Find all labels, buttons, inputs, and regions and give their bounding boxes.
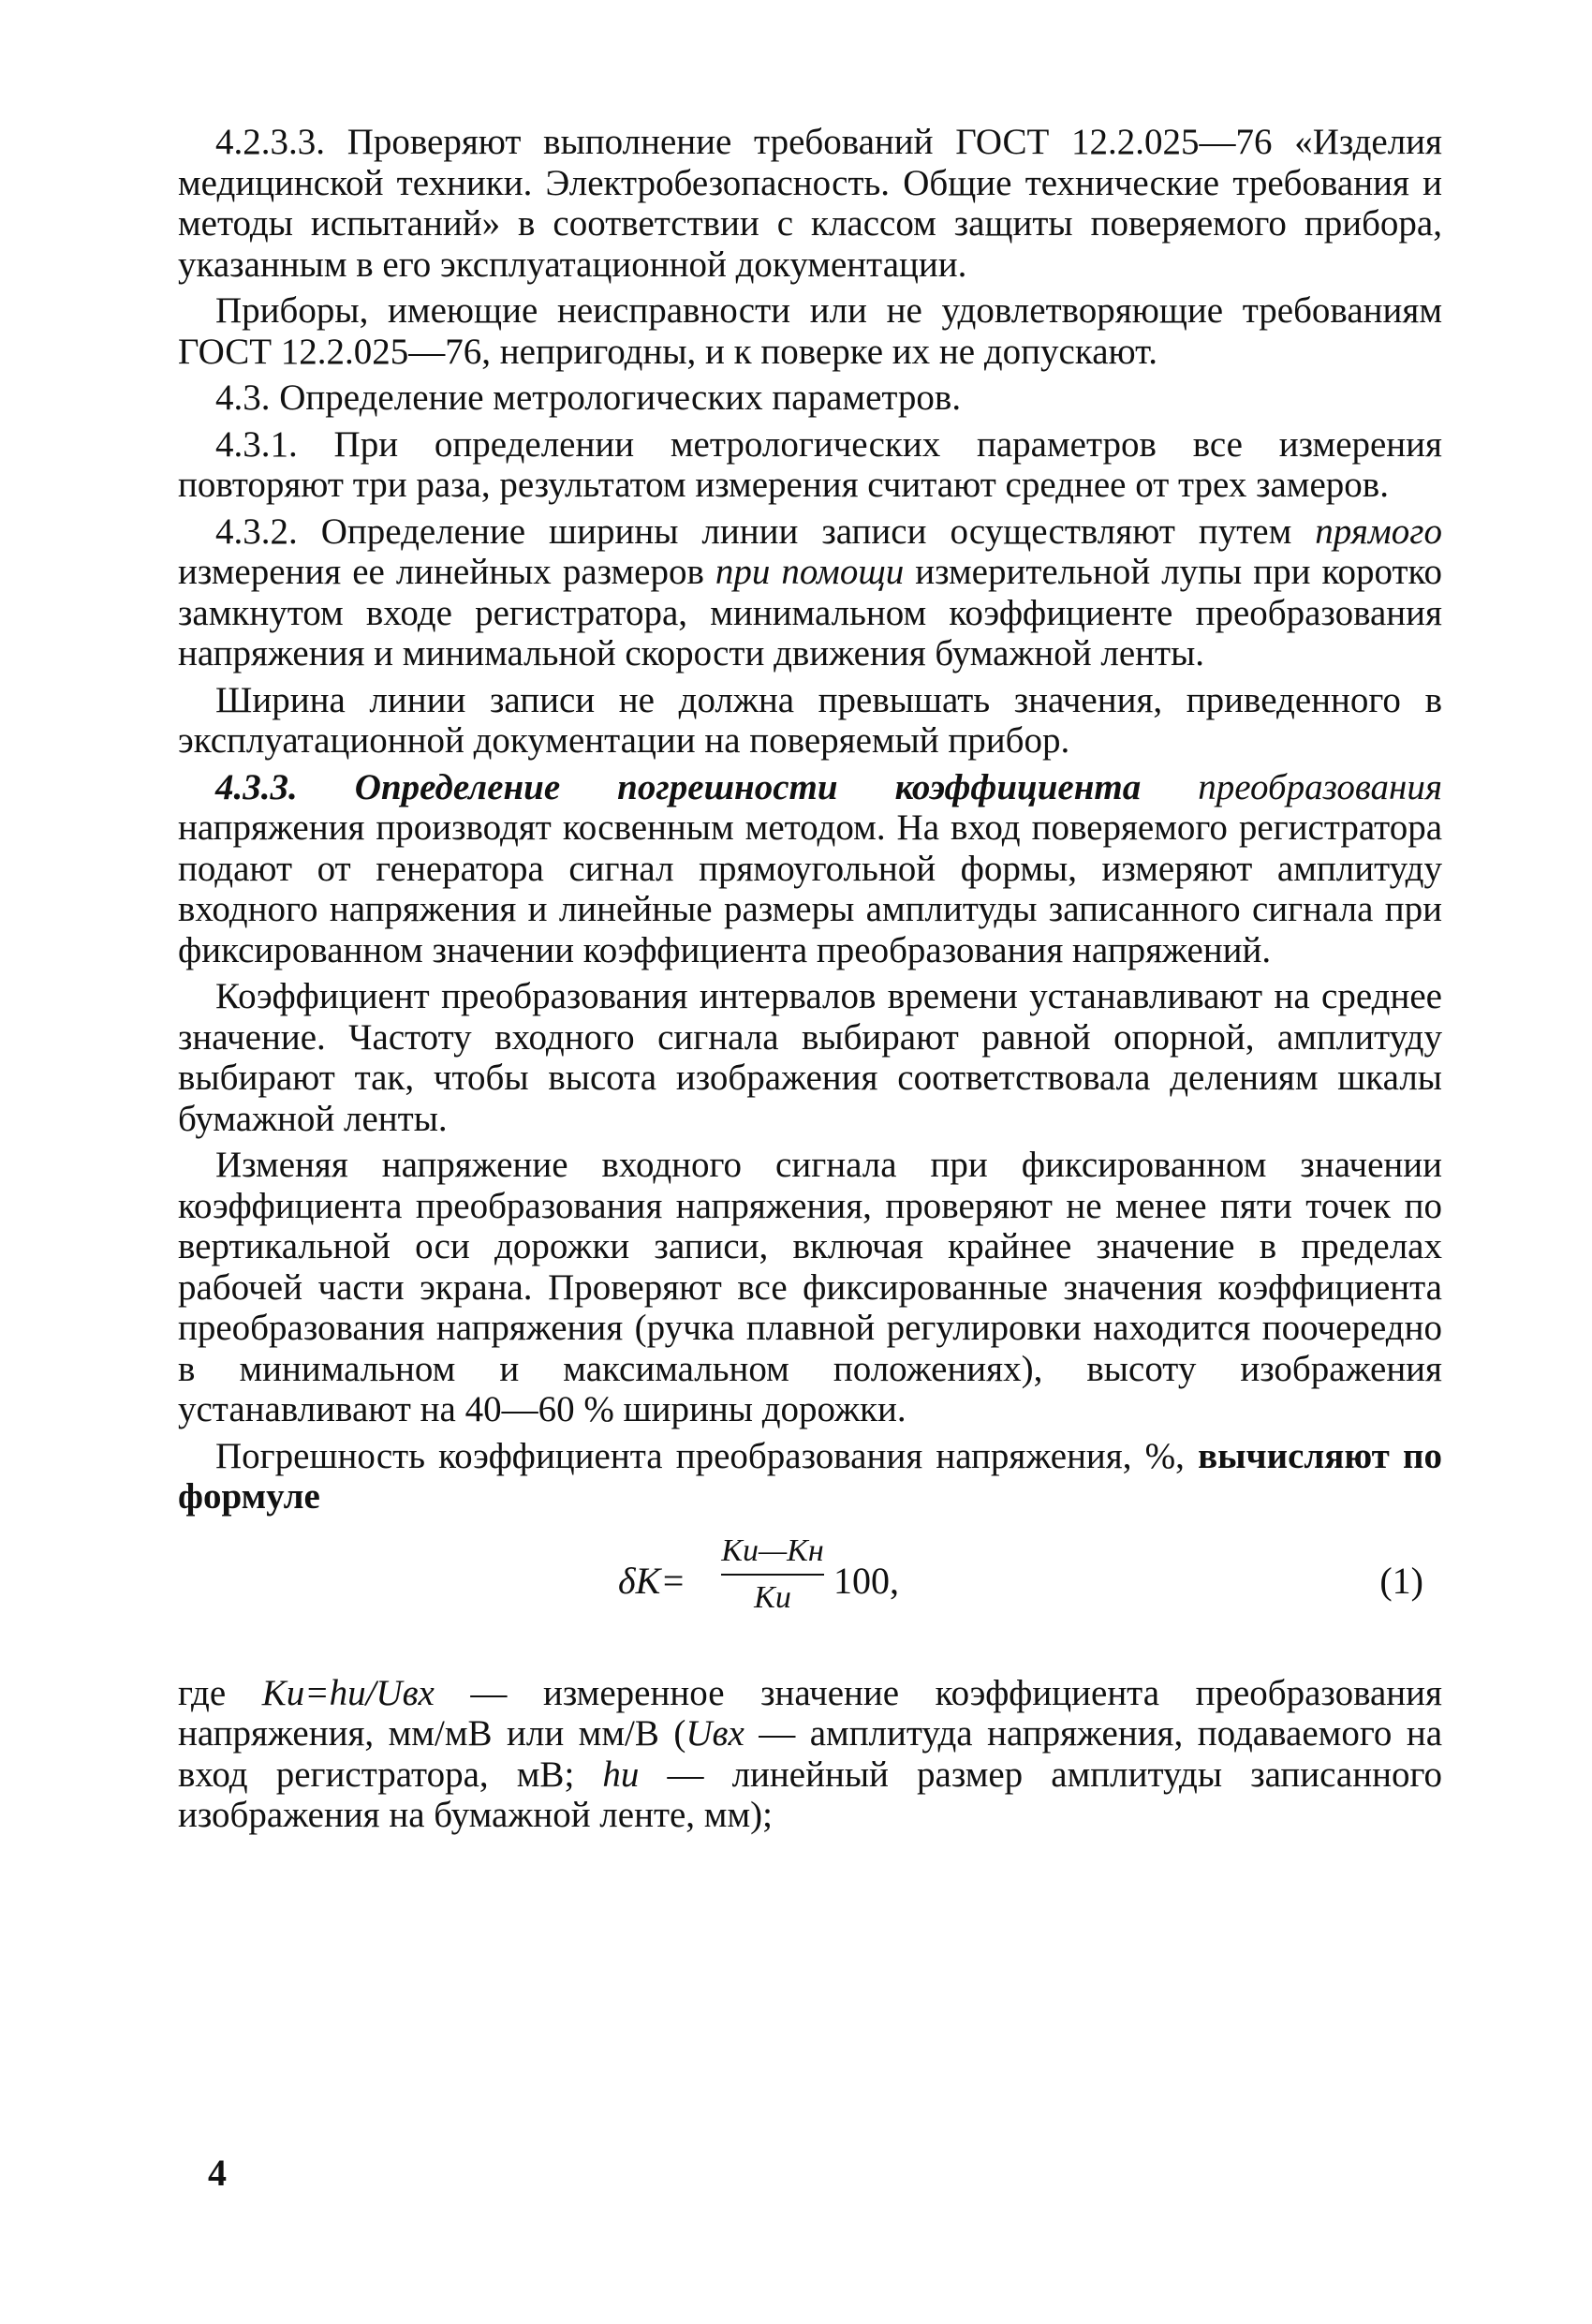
paragraph-text: 4.2.3.3. Проверяют выполнение требований ГОСТ 12.2.025—76 «Изделия медицинской техники. Электробезопасность. Общие технические требования и методы испытаний» в соответствии с классом защиты поверяемого прибора, указанным в его эксплуатационной документации. <box>178 122 1442 285</box>
formula-denominator: Kи <box>754 1579 791 1615</box>
italic-term: преобразования <box>1141 766 1442 807</box>
formula-fraction <box>721 1532 824 1617</box>
paragraph-text: Приборы, имеющие неисправности или не удовлетворяющие требованиям ГОСТ 12.2.025—76, непригодны, и к поверке их не допускают. <box>178 290 1442 372</box>
italic-symbol: Uвх <box>685 1713 744 1754</box>
bold-text: вычисляют по формуле <box>178 1435 1442 1517</box>
paragraph-4-2-3-3 <box>178 122 1442 285</box>
paragraph-text: Ширина линии записи не должна превышать значения, приведенного в эксплуатационной документации на поверяемый прибор. <box>178 679 1442 761</box>
paragraph-text: Изменяя напряжение входного сигнала при фиксированном значении коэффициента преобразования напряжения, проверяют не менее пяти точек по вертикальной оси дорожки записи, включая крайнее значение в пределах рабочей части экрана. Проверяют все фиксированные значения коэффициента преобразования напряжения (ручка плавной регулировки находится поочередно в минимальном и максимальном положениях), высоту изображения устанавливают на 40—60 % ширины дорожки. <box>178 1145 1442 1429</box>
page-number: 4 <box>208 2152 227 2194</box>
formula-multiplier: 100, <box>833 1559 899 1602</box>
bold-italic-heading: 4.3.3. Определение погрешности коэффициента <box>215 766 1142 807</box>
paragraph-text: 4.3.2. Определение ширины линии записи осуществляют путем <box>215 511 1316 552</box>
italic-symbol: hи <box>602 1754 640 1795</box>
paragraph-time-coefficient <box>178 976 1442 1139</box>
paragraph-line-width <box>178 680 1442 762</box>
paragraph-4-3-3 <box>178 767 1442 971</box>
paragraph-unfit-devices <box>178 290 1442 372</box>
paragraph-text: — измеренное значение коэффициента преобразования напряжения, мм/мВ или мм/В ( <box>178 1672 1442 1754</box>
italic-term: прямого <box>1315 511 1442 552</box>
paragraph-text: измерения ее линейных размеров <box>178 552 715 592</box>
formula-explanation <box>178 1673 1442 1836</box>
italic-symbol: Kи=hи/Uвх <box>261 1672 435 1713</box>
section-title: 4.3. Определение метрологических параметров. <box>215 377 962 418</box>
formula-numerator: Kи—Kн <box>721 1532 824 1568</box>
heading-4-3 <box>178 377 1442 419</box>
document-page <box>178 122 1442 1842</box>
paragraph-voltage-change <box>178 1145 1442 1430</box>
paragraph-text: напряжения производят косвенным методом. На вход поверяемого регистратора подают от генератора сигнал прямоугольной формы, измеряют амплитуду входного напряжения и линейные размеры амплитуды записанного сигнала при фиксированном значении коэффициента преобразования напряжений. <box>178 807 1442 970</box>
paragraph-text: Коэффициент преобразования интервалов времени устанавливают на среднее значение. Частоту входного сигнала выбирают равной опорной, амплитуду выбирают так, чтобы высота изображения соответствовала делениям шкалы бумажной ленты. <box>178 976 1442 1139</box>
paragraph-text: — линейный размер амплитуды записанного изображения на бумажной ленте, мм); <box>178 1754 1443 1835</box>
paragraph-text: — амплитуда напряжения, подаваемого на вход регистратора, мВ; <box>178 1713 1443 1795</box>
fraction-bar <box>721 1574 824 1576</box>
paragraph-4-3-2 <box>178 511 1442 674</box>
formula-number: (1) <box>1379 1559 1423 1602</box>
italic-term: при помощи <box>715 552 905 592</box>
paragraph-error-formula-intro <box>178 1436 1442 1517</box>
paragraph-text: 4.3.1. При определении метрологических параметров все измерения повторяют три раза, результатом измерения считают среднее от трех замеров. <box>178 423 1442 505</box>
paragraph-text: измерительной лупы при коротко замкнутом входе регистратора, минимальном коэффициенте преобразования напряжения и минимальной скорости движения бумажной ленты. <box>178 552 1442 674</box>
formula-lhs: δK= <box>618 1559 686 1602</box>
formula-1 <box>178 1532 1442 1645</box>
paragraph-4-3-1 <box>178 424 1442 506</box>
paragraph-text: где <box>178 1672 262 1713</box>
paragraph-text: Погрешность коэффициента преобразования напряжения, %, <box>215 1435 1199 1476</box>
